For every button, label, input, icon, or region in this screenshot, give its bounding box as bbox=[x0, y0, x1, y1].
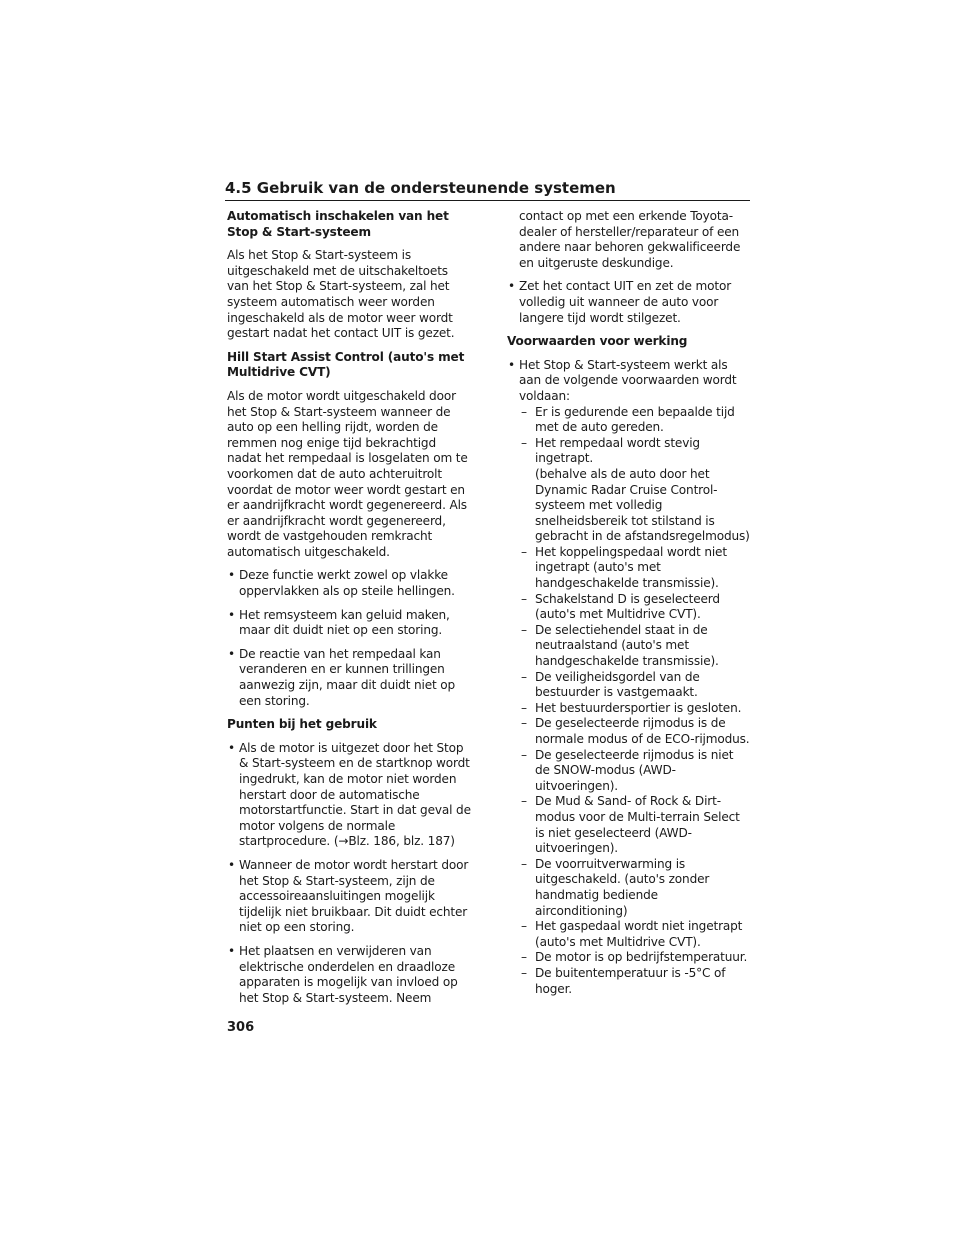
list-item: • Het remsysteem kan geluid maken, maar dit duidt niet op een storing. bbox=[227, 608, 472, 639]
list-item: • Deze functie werkt zowel op vlakke oppervlakken als op steile hellingen. bbox=[227, 568, 472, 599]
right-column bbox=[507, 209, 750, 997]
heading-conditions: Voorwaarden voor werking bbox=[507, 334, 688, 349]
sub-item: – Het rempedaal wordt stevig ingetrapt. (behalve als de auto door het Dynamic Radar Cruise Control-systeem met volledig snelheidsbereik tot stilstand is gebracht in de afstandsregelmodus) bbox=[507, 436, 750, 545]
left-column bbox=[227, 209, 472, 1014]
sub-item: – Het bestuurdersportier is gesloten. bbox=[507, 701, 750, 717]
sub-item: – Het gaspedaal wordt niet ingetrapt (auto's met Multidrive CVT). bbox=[507, 919, 750, 950]
heading-hill-start: Hill Start Assist Control (auto's met Multidrive CVT) bbox=[227, 349, 465, 380]
usage-points-list bbox=[227, 741, 472, 1007]
sub-item: – Het koppelingspedaal wordt niet ingetrapt (auto's met handgeschakelde transmissie). bbox=[507, 545, 750, 592]
sub-item: – De Mud & Sand- of Rock & Dirt-modus voor de Multi-terrain Select is niet geselecteerd (AWD-uitvoeringen). bbox=[507, 794, 750, 856]
sub-item: – De geselecteerde rijmodus is niet de SNOW-modus (AWD-uitvoeringen). bbox=[507, 748, 750, 795]
conditions-list bbox=[507, 358, 750, 405]
sub-item: – De voorruitverwarming is uitgeschakeld. (auto's zonder handmatig bediende airconditioning) bbox=[507, 857, 750, 919]
paragraph-auto-enable: Als het Stop & Start-systeem is uitgeschakeld met de uitschakeltoets van het Stop & Start-systeem, zal het systeem automatisch weer worden ingeschakeld als de motor weer wordt gestart nadat het contact UIT is gezet. bbox=[227, 248, 455, 341]
sub-item: – De buitentemperatuur is -5°C of hoger. bbox=[507, 966, 750, 997]
sub-item: – De motor is op bedrijfstemperatuur. bbox=[507, 950, 750, 966]
list-item: • Zet het contact UIT en zet de motor volledig uit wanneer de auto voor langere tijd wordt stilgezet. bbox=[507, 279, 750, 326]
section-header: 4.5 Gebruik van de ondersteunende systemen bbox=[225, 178, 750, 201]
continued-text: contact op met een erkende Toyota-dealer of hersteller/reparateur of een andere naar behoren gekwalificeerde en uitgeruste deskundige. bbox=[519, 209, 741, 270]
conditions-sublist bbox=[507, 405, 750, 998]
sub-item: – De veiligheidsgordel van de bestuurder is vastgemaakt. bbox=[507, 670, 750, 701]
heading-auto-enable: Automatisch inschakelen van het Stop & Start-systeem bbox=[227, 209, 449, 239]
conditions-intro: • Het Stop & Start-systeem werkt als aan de volgende voorwaarden wordt voldaan: bbox=[519, 357, 737, 403]
hill-start-list bbox=[227, 568, 472, 709]
list-item-conditions bbox=[507, 358, 750, 405]
sub-item: – De selectiehendel staat in de neutraalstand (auto's met handgeschakelde transmissie). bbox=[507, 623, 750, 670]
sub-item: – Er is gedurende een bepaalde tijd met de auto gereden. bbox=[507, 405, 750, 436]
page-number: 306 bbox=[227, 1020, 255, 1035]
stop-list bbox=[507, 279, 750, 326]
heading-usage-points: Punten bij het gebruik bbox=[227, 717, 377, 732]
paragraph-hill-start: Als de motor wordt uitgeschakeld door het Stop & Start-systeem wanneer de auto op een helling rijdt, worden de remmen nog enige tijd bekrachtigd nadat het rempedaal is losgelaten om te voorkomen dat de auto achteruitrolt voordat de motor weer wordt gestart en er aandrijfkracht wordt gegenereerd. Als er aandrijfkracht wordt gegenereerd, wordt de vastgehouden remkracht automatisch uitgeschakeld. bbox=[227, 388, 468, 559]
sub-item: – Schakelstand D is geselecteerd (auto's met Multidrive CVT). bbox=[507, 592, 750, 623]
list-item: • Wanneer de motor wordt herstart door het Stop & Start-systeem, zijn de accessoireaansluitingen mogelijk tijdelijk niet bruikbaar. Dit duidt echter niet op een storing. bbox=[227, 858, 472, 936]
sub-item: – De geselecteerde rijmodus is de normale modus of de ECO-rijmodus. bbox=[507, 716, 750, 747]
list-item: • Het plaatsen en verwijderen van elektrische onderdelen en draadloze apparaten is mogelijk van invloed op het Stop & Start-systeem. Neem bbox=[227, 944, 472, 1006]
list-item: • Als de motor is uitgezet door het Stop & Start-systeem en de startknop wordt ingedrukt, kan de motor niet worden herstart door de automatische motorstartfunctie. Start in dat geval de motor volgens de normale startprocedure. (→Blz. 186, blz. 187) bbox=[227, 741, 472, 850]
list-item: • De reactie van het rempedaal kan veranderen en er kunnen trillingen aanwezig zijn, maar dit duidt niet op een storing. bbox=[227, 647, 472, 709]
